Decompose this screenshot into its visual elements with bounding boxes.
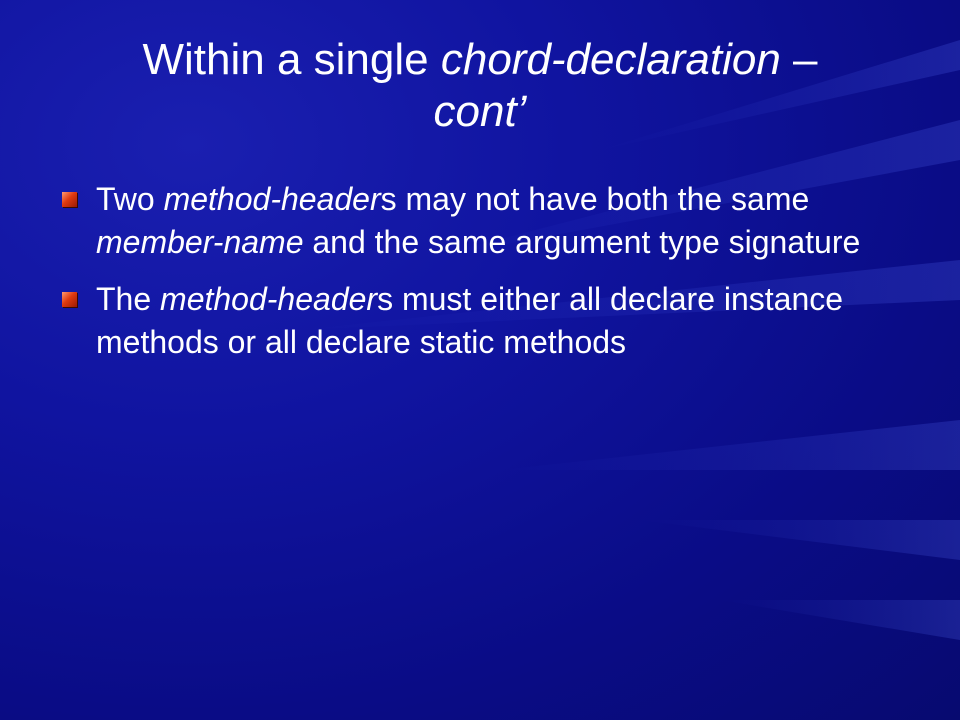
bullet-item <box>60 178 900 264</box>
title-text-italic: chord-declaration <box>440 35 781 84</box>
bullet-list <box>60 178 900 378</box>
bullet-text-segment-italic: member-name <box>96 224 304 260</box>
slide-title <box>40 34 920 138</box>
title-dash: – <box>780 35 818 84</box>
bullet-text-segment: Two <box>96 181 164 217</box>
red-square-bullet-icon <box>62 192 77 207</box>
bullet-text-segment-italic: method-header <box>160 281 378 317</box>
red-square-bullet-icon <box>62 292 77 307</box>
bullet-text-segment: s must either all declare instance methods or all declare static methods <box>96 281 844 360</box>
bullet-text-segment: The <box>96 281 161 317</box>
bullet-text-segment-italic: method-header <box>163 181 381 217</box>
title-cont: cont’ <box>433 87 527 136</box>
bullet-text <box>96 281 843 360</box>
bullet-text-segment: and the same argument type signature <box>303 224 861 260</box>
bullet-text-segment: s may not have both the same <box>380 181 810 217</box>
bullet-item <box>60 278 900 364</box>
bullet-text <box>96 181 860 260</box>
title-text-regular: Within a single <box>142 35 441 84</box>
